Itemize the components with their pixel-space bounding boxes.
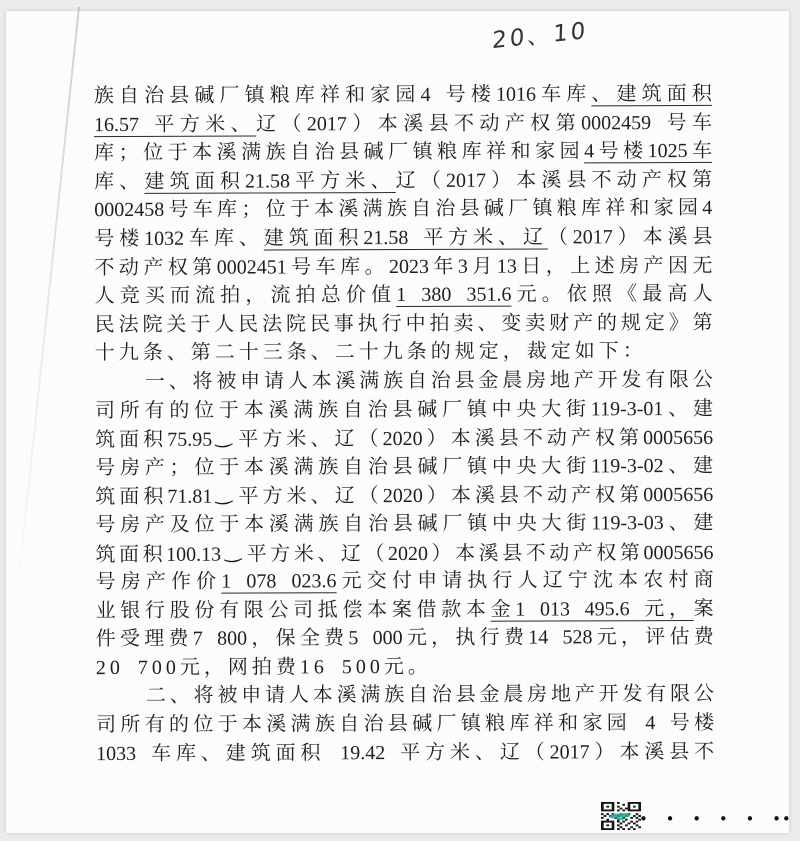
text-line	[96, 623, 714, 654]
text-segment: 20 700元，网拍费16 500元。	[95, 655, 432, 679]
document-page	[6, 11, 792, 833]
text-segment: 司所有的位于本溪满族自治县碱厂镇中央大街119-3-01、建	[94, 397, 713, 422]
text-segment: 1033 车库、建筑面积 19.42 平方米、辽（2017）本溪县不	[96, 740, 715, 765]
text-segment: 业银行股份有限公司抵偿本案借款本	[95, 598, 491, 622]
text-segment: 平方米、辽（2020）本溪县不动产权第0005656	[243, 541, 714, 566]
hand-underlined-text: 1 380 351.6	[396, 283, 512, 307]
text-line	[96, 652, 714, 683]
hand-underlined-text: 、建筑面积	[591, 82, 712, 106]
text-segment: 平方米、辽（2020）本溪县不动产权第0005656	[234, 484, 714, 508]
text-segment: 库；位于本溪满族自治县碱厂镇粮库祥和家园	[94, 140, 585, 165]
text-line	[94, 80, 712, 111]
text-segment: 号房产及位于本溪满族自治县碱厂镇中央大街119-3-03、建	[95, 511, 714, 536]
text-segment: 号房产作价	[95, 570, 222, 594]
text-segment: 辽（2017）本溪县不动产权第0002459 号车	[256, 111, 713, 136]
text-line	[95, 509, 713, 540]
text-line	[94, 194, 712, 225]
text-segment: 号楼1032车库、	[94, 227, 264, 251]
handwritten-note: 20、10	[491, 17, 589, 55]
text-line	[95, 452, 713, 483]
page-crease-line	[15, 7, 80, 604]
text-segment: 筑面积100.13	[95, 543, 222, 566]
text-line	[94, 251, 712, 282]
text-line	[95, 423, 713, 454]
text-segment: 一、将被申请人本溪满族自治县金晨房地产开发有限公	[144, 368, 713, 393]
text-segment: 辽（2017）本溪县不动产权第	[395, 168, 713, 192]
text-segment: 司所有的位于本溪满族自治县碱厂镇粮库祥和家园 4 号楼	[96, 711, 715, 737]
hand-underlined-text: 4号楼1025车	[584, 140, 713, 163]
text-segment: 筑面积75.95	[95, 428, 213, 452]
document-body-text	[94, 80, 714, 768]
text-segment: 筑面积71.81	[95, 485, 213, 509]
hand-underlined-text: 建筑面积21.58平方米、	[144, 169, 396, 193]
text-line	[95, 280, 713, 311]
text-line	[95, 394, 713, 425]
hand-underlined-text: 金1 013 495.6 元，	[490, 597, 694, 621]
hand-underlined-text: 1 078 023.6	[221, 570, 337, 593]
text-line	[96, 595, 714, 626]
text-line	[96, 680, 714, 711]
text-line	[94, 223, 712, 254]
text-segment: 二、将被申请人本溪满族自治县金晨房地产开发有限公	[145, 683, 714, 708]
text-segment: 元交付申请执行人辽宁沈本农村商	[336, 569, 714, 593]
handwritten-tick-mark: ‿	[214, 423, 233, 449]
text-line	[96, 566, 714, 597]
text-segment: （2017）本溪县	[547, 225, 713, 249]
handwritten-tick-mark: ‿	[214, 480, 233, 506]
text-line	[96, 738, 714, 769]
text-line	[95, 337, 713, 368]
text-line	[95, 480, 713, 511]
text-line	[96, 709, 714, 740]
text-line	[94, 166, 712, 197]
text-segment: 0002458号车库；位于本溪满族自治县碱厂镇粮库祥和家园4	[94, 197, 713, 222]
hand-underlined-text: 16.57 平方米、	[93, 113, 257, 136]
text-segment: 十九条、第二十三条、二十九条的规定，裁定如下：	[94, 340, 647, 365]
text-line	[95, 366, 713, 397]
text-segment: 案	[693, 597, 714, 620]
text-segment: 人竞买而流拍，流拍总价值	[94, 284, 397, 308]
text-segment: 平方米、辽（2020）本溪县不动产权第0005656	[234, 427, 714, 451]
text-segment: 号房产；位于本溪满族自治县碱厂镇中央大街119-3-02、建	[95, 454, 714, 479]
text-segment: 不动产权第0002451号车库。2023年3月13日，上述房产因无	[94, 254, 713, 279]
text-segment: 族自治县碱厂镇粮库祥和家园4 号楼1016车库	[93, 83, 592, 108]
qr-code	[601, 802, 641, 830]
text-line	[95, 537, 713, 568]
text-segment: 元。依照《最高人	[511, 283, 713, 306]
text-line	[95, 309, 713, 340]
footer-dots: • • • • • ••	[639, 810, 792, 828]
text-line	[94, 137, 712, 168]
text-segment: 件受理费7 800，保全费5 000元，执行费14 528元，评估费	[95, 626, 714, 651]
text-segment: 库、	[94, 170, 145, 193]
text-segment: 民法院关于人民法院民事执行中拍卖、变卖财产的规定》第	[94, 311, 713, 336]
handwritten-tick-mark: ‿	[223, 537, 241, 563]
text-line	[94, 109, 712, 140]
hand-underlined-text: 建筑面积21.58 平方米、辽	[263, 226, 548, 250]
